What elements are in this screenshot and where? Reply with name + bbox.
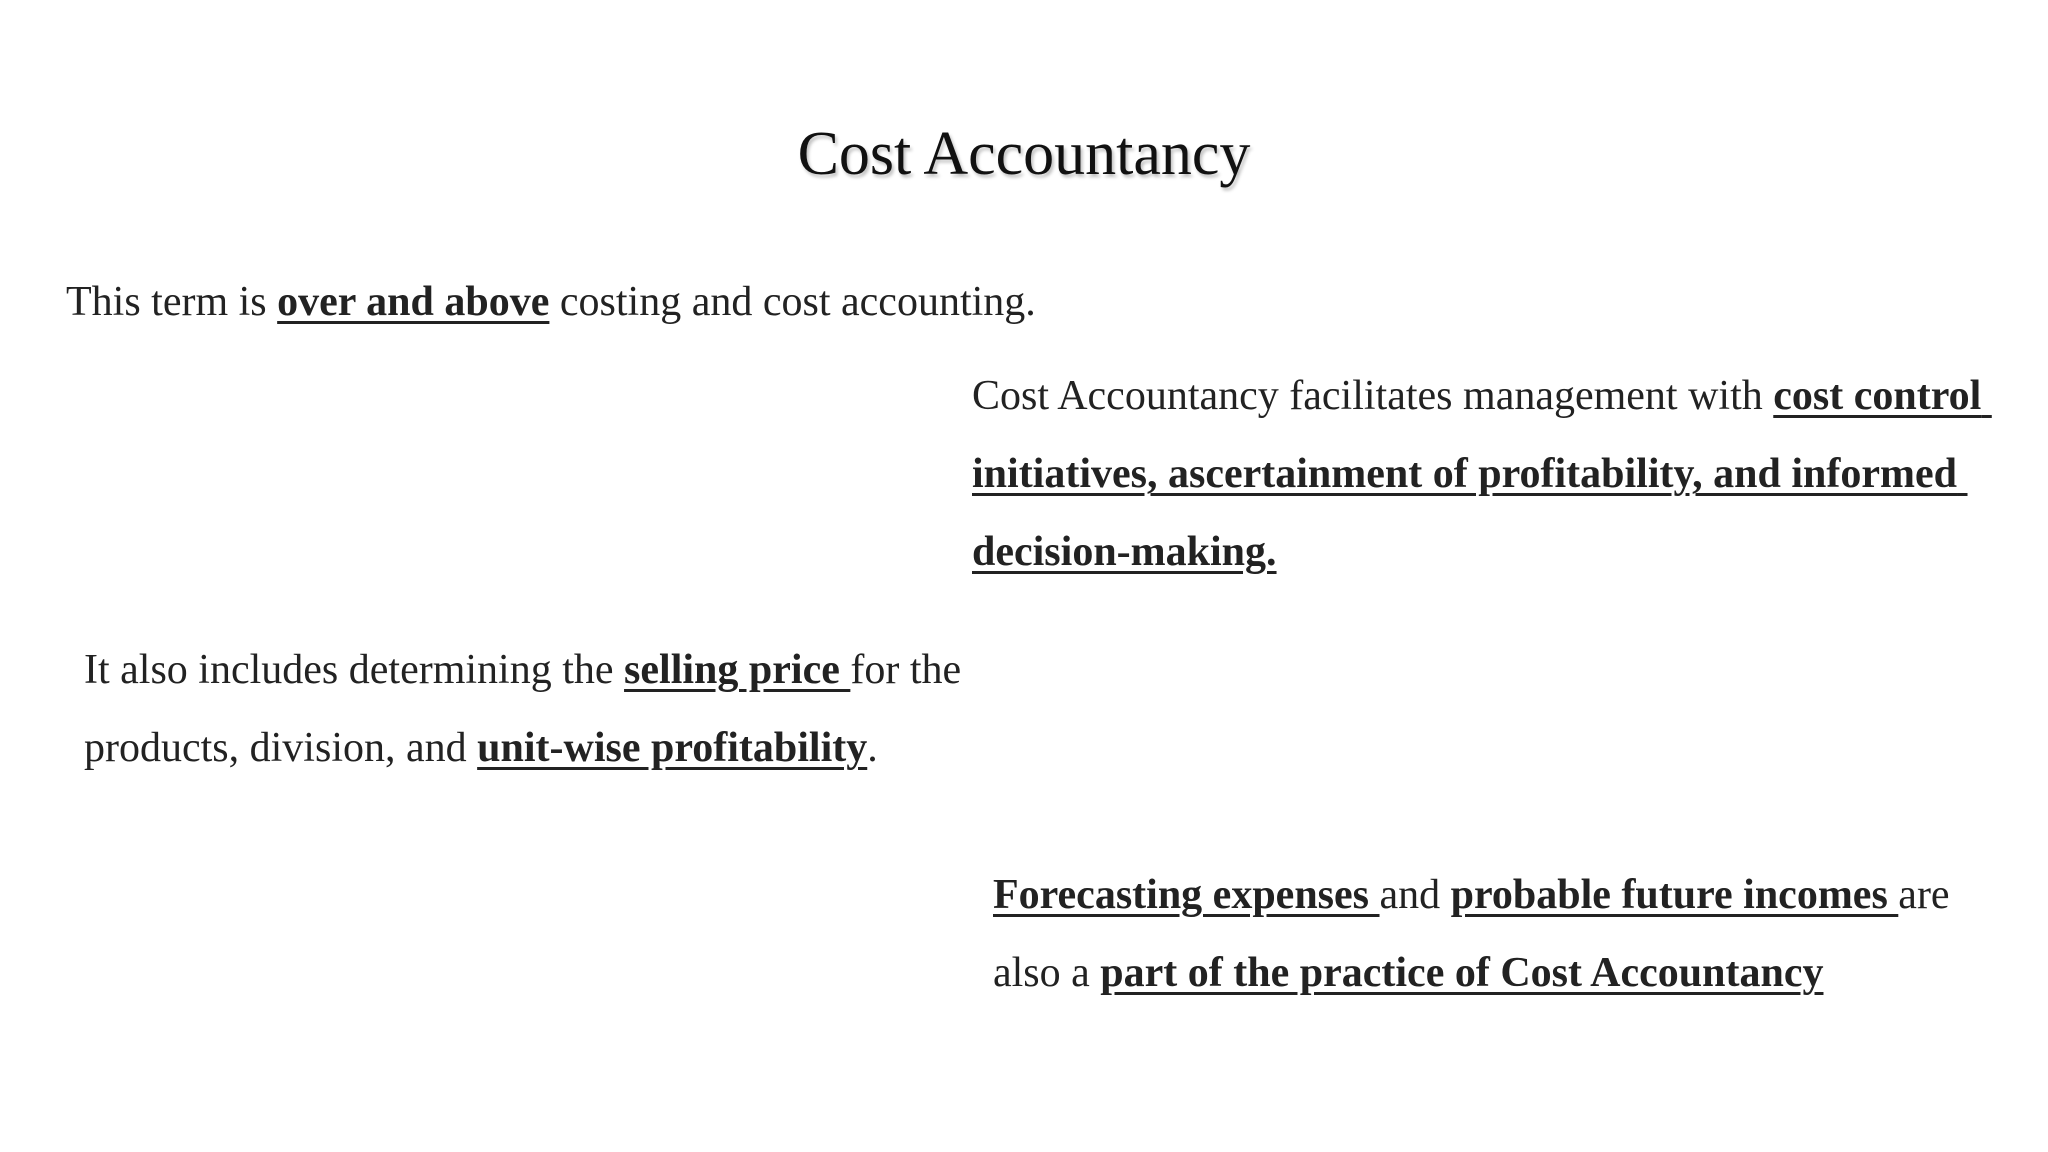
paragraph3-text-2: for the products, division, and xyxy=(84,647,962,771)
paragraph4-bold-2: probable future incomes xyxy=(1450,872,1899,918)
paragraph3-bold-2: unit-wise profitability xyxy=(477,725,868,771)
paragraph2-bold-1: cost control initiatives, ascertainment of profitability, and informed decision-making. xyxy=(972,373,1992,575)
paragraph-selling-price xyxy=(84,631,1004,787)
paragraph-forecasting xyxy=(993,856,2003,1012)
paragraph1-bold-1: over and above xyxy=(277,279,550,325)
paragraph-facilitates-management xyxy=(972,357,2007,591)
paragraph4-text-1: and xyxy=(1379,872,1451,918)
paragraph3-text-3: . xyxy=(867,725,878,771)
paragraph3-bold-1: selling price xyxy=(624,647,851,693)
paragraph4-bold-3: part of the practice of Cost Accountancy xyxy=(1100,950,1824,996)
paragraph1-text-2: costing and cost accounting. xyxy=(549,279,1036,325)
paragraph4-text-2: are also a xyxy=(993,872,1950,996)
paragraph4-bold-1: Forecasting expenses xyxy=(993,872,1380,918)
paragraph3-text-1: It also includes determining the xyxy=(84,647,625,693)
slide-title: Cost Accountancy xyxy=(797,120,1251,188)
paragraph2-text-1: Cost Accountancy facilitates management with xyxy=(972,373,1774,419)
paragraph1-text-1: This term is xyxy=(66,279,278,325)
paragraph-over-and-above xyxy=(66,263,1166,341)
